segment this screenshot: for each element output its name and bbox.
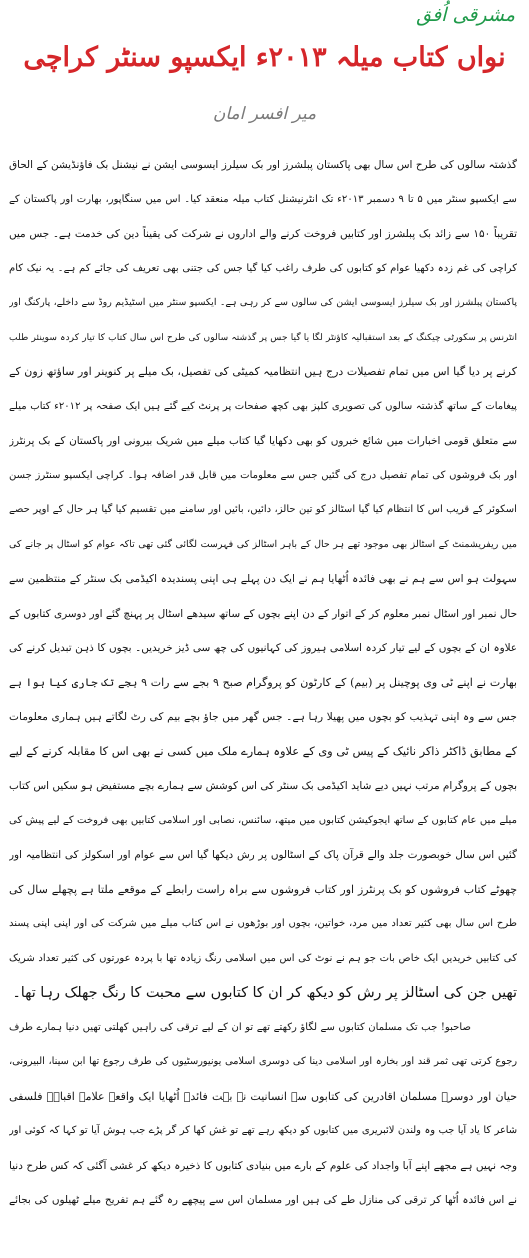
article-line: میلے میں عام کتابوں کے ساتھ ایجوکیشن کتابوں میں میتھ، سائنس، نصابی اور اسلامی کتابیں بھی فروخت کے لیے پیش کی	[9, 814, 517, 826]
article-line: کرنے پر دیا گیا اس میں تمام تفصیلات درج ہیں انتظامیہ کمیٹی کی تفصیل، بک میلے پر کنوینر اور ساؤتھ زون کے	[9, 365, 517, 378]
article-line: جس سے وہ اپنی تہذیب کو بچوں میں پھیلا رہا ہے۔ جس گھر میں جاؤ بچے بیم کی رٹ لگاتے ہیں ہماری معلومات	[9, 710, 517, 723]
article-line: علاوہ ان کے بچوں کے لیے تیار کردہ اسلامی ہیروز کی کہانیوں کی چھ سی ڈیز خریدیں۔ بچوں کا ذہن تبدیل کرنے کی	[9, 642, 517, 654]
article-line: پاکستان پبلشرز اور بک سیلرز ایسوسی ایشن کی سالوں سے کر رہی ہے۔ ایکسپو سنٹر میں اسٹیڈیم روڈ سے داخلے، پارکنگ اور	[9, 297, 517, 308]
article-line: سے ایکسپو سنٹر میں ۵ تا ۹ دسمبر ۲۰۱۳ء تک انٹرنیشنل کتاب میلہ منعقد کیا۔ اس میں سنگاپور، بھارت اور پاکستان کے	[9, 193, 517, 205]
article-line: انٹرنس پر سکورٹی چیکنگ کے بعد استقبالیہ کاؤنٹر لگا یا گیا جس پر گذشتہ سالوں کی طرح اس سال کتاب کا تیار کردہ سوینئر طلب	[9, 331, 517, 343]
article-body	[9, 148, 517, 1218]
section-name: مشرقی اُفق	[416, 4, 515, 26]
article-line: نے اس فائدہ اُٹھا کر ترقی کی منازل طے کی ہیں اور مسلمان اس سے پیچھے رہ گئے ہم تفریح میلے ٹھیلوں کی بجائے	[9, 1194, 517, 1206]
article-line: رجوع کرتی تھی ثمر قند اور بخارہ اور اسلامی دینا کی دوسری اسلامی یونیورسٹیوں کی طرف رجوع تھا ابن سینا، البیرونی،	[9, 1056, 517, 1067]
article-line: سہولت ہو اس سے ہم نے بھی فائدہ اُٹھایا ہم نے ایک دن پہلے ہی اپنی پسندیدہ اکیڈمی بک سنٹر کے منتظمین سے	[9, 572, 517, 585]
article-line: تقریباً ۱۵۰ سے زائد بک پبلشرز اور کتابیں فروخت کرنے والے اداروں نے شرکت کی یقیناً دین کی خدمت ہے۔ جس میں	[9, 228, 517, 240]
article-line: اسکوئر کے قریب اس کا انتظام کیا گیا اسٹالز کو تین حالز، دائیں، بائیں اور سامنے میں تقسیم کیا گیا ہر حال کے اوپر حصے	[9, 504, 517, 515]
article-line: بچوں کے پروگرام مرتب نہیں دیے شاید اکیڈمی بک سنٹر کی اس کوشش سے ہمارے بچے مستفیض ہو سکیں اس کتاب	[9, 780, 517, 792]
article-line: کراچی کی غم زدہ دکھیا عوام کو کتابوں کی طرف راغب کیا گیا جس کی جتنی بھی تعریف کی جائے کم ہے۔ یہ نیک کام	[9, 262, 517, 274]
article-line: میں ریفریشمنٹ کے اسٹالز بھی موجود تھے ہر حال کے باہر اسٹالز کی فہرست لگائی گئی تھی تاکہ عوام کو اسٹال پر جانے کی	[9, 538, 517, 550]
article-line: سے متعلق قومی اخبارات میں شائع خبروں کو بھی دکھایا گیا کتاب میلے میں شریک بیرونی اور پاکستان کے بک پرنٹرز	[9, 435, 517, 447]
article-line: پیغامات کے ساتھ گذشتہ سالوں کی تصویری کلپز بھی کچھ صفحات پر پرنٹ کیے گئے ہیں ایک صفحہ پر ۲۰۱۲ء کتاب میلے	[9, 400, 517, 412]
article-line: گئیں اس سال خوبصورت جلد والے قرآن پاک کے اسٹالوں پر رش دیکھا گیا اس سے عوام اور اسکولز کی انتظامیہ اور	[9, 849, 517, 861]
article-line: طرح اس سال بھی کثیر تعداد میں مرد، خواتین، بچوں اور بوڑھوں نے اس کتاب میلے میں شرکت کی اور اپنی اپنی پسند	[9, 918, 517, 929]
article-line: چھوٹے کتاب فروشوں کو بک پرنٹرز اور کتاب فروشوں سے براہ راست رابطے کے موقعے ملتا ہے پچھلے سال کی	[9, 882, 517, 896]
article-line: شاعر کا یاد آیا جب وہ ولندن لائبریری میں کتابوں کو دیکھ رہے تھے تو غش کھا کر گر پڑے جب ہوش آیا تو کہا کہ کوئی اور	[9, 1125, 517, 1136]
article-line: کی کتابیں خریدیں ایک خاص بات جو ہم نے نوٹ کی اس میں اسلامی رنگ زیادہ تھا با پردہ عورتوں کی کثیر تعداد شریک	[9, 952, 517, 964]
article-line: بھارت نے اپنے ٹی وی پوچینل پر (بیم) کے کارٹون کو پروگرام صبح ۹ بجے سے رات ۹ بجے تک جاری کیا ہوا ہے	[9, 675, 517, 689]
article-title: نواں کتاب میلہ ۲۰۱۳ء ایکسپو سنٹر کراچی	[23, 42, 506, 73]
article-line: کے مطابق ڈاکٹر ذاکر نائیک کے پیس ٹی وی کے علاوہ ہمارے ملک میں کسی نے بھی اس کا مقابلہ کرنے کے لیے	[9, 744, 517, 758]
article-line: حیان اور دوسرے مسلمان اقادرین کی کتابوں سے انسانیت نے بہت فائدہ اُٹھایا ایک واقعہ علامہ اقبالؒ فلسفی	[9, 1089, 517, 1103]
article-line: تھیں جن کی اسٹالز پر رش کو دیکھ کر ان کا کتابوں سے محبت کا رنگ جھلک رہا تھا۔	[12, 985, 517, 1001]
article-line: گذشتہ سالوں کی طرح اس سال بھی پاکستان پبلشرز اور بک سیلرز ایسوسی ایشن نے نیشنل بک فاؤنڈیشن کے الحاق	[9, 159, 517, 171]
article-line: اور بک فروشوں کی تمام تفصیل درج کی گئیں جس سے معلومات میں قابل قدر اضافہ ہوا۔ کراچی ایکسپو سنٹرز جسن	[9, 469, 517, 481]
article-line: صاحبو! جب تک مسلمان کتابوں سے لگاؤ رکھتے تھے تو ان کے لیے ترقی کی راہیں کھلتی تھیں دنیا ہمارے طرف	[9, 1021, 471, 1033]
article-line: حال نمبر اور اسٹال نمبر معلوم کر کے اتوار کے دن اپنے بچوں کے ساتھ سیدھے اسٹال پر پہنچ گئے اور دوسری کتابوں کے	[9, 607, 517, 620]
author-name: میر افسر امان	[212, 104, 317, 124]
article-line: وجہ نہیں ہے مجھے اپنے آبا واجداد کی علوم کے بارے میں بنیادی کتابوں کا ذخیرہ دیکھ کر غشی آگئی کہ کس طرح دنیا	[9, 1159, 517, 1172]
